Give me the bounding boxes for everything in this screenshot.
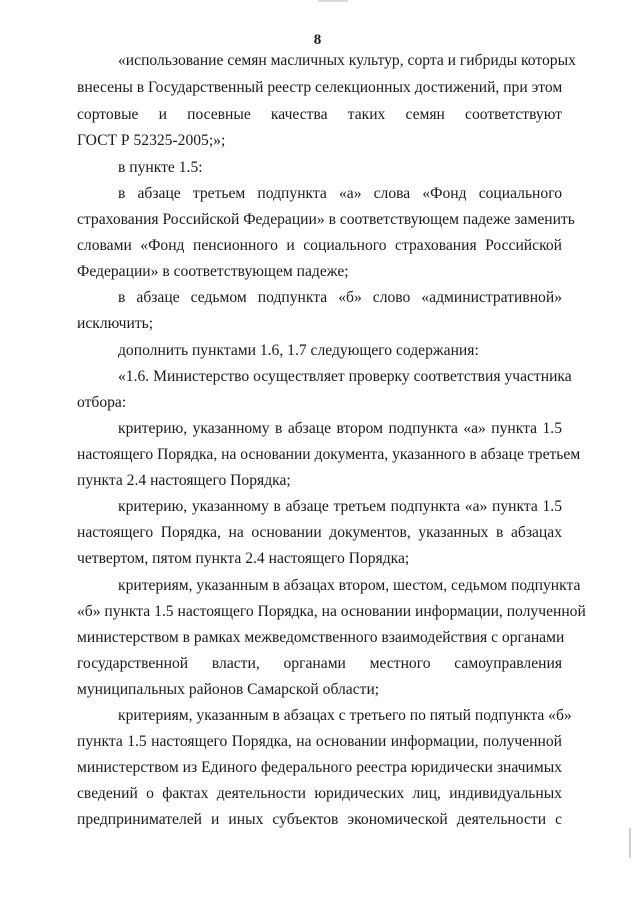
text-line: критерию, указанному в абзаце третьем подпункта «а» пункта 1.5 [118,498,562,515]
text-line: четвертом, пятом пункта 2.4 настоящего Порядка; [77,550,410,567]
text-line: пункта 1.5 настоящего Порядка, на основании информации, полученной [77,733,562,750]
text-line: ГОСТ Р 52325-2005;»; [77,132,226,149]
text-line: предпринимателей и иных субъектов экономической деятельности с [77,811,562,828]
text-line: критериям, указанным в абзацах с третьего по пятый подпункта «б» [118,707,572,724]
scan-artifact [318,0,348,2]
text-line: в абзаце седьмом подпункта «б» слово «административной» [118,289,562,306]
text-line: сортовые и посевные качества таких семян соответствуют [77,106,562,123]
text-line: Федерации» в соответствующем падеже; [77,263,349,280]
text-line: критериям, указанным в абзацах втором, шестом, седьмом подпункта [118,577,581,594]
text-line: в абзаце третьем подпункта «а» слова «Фонд социального [118,185,562,202]
text-line: страхования Российской Федерации» в соответствующем падеже заменить [77,211,575,228]
text-line: сведений о фактах деятельности юридических лиц, индивидуальных [77,785,562,802]
text-line: пункта 2.4 настоящего Порядка; [77,472,291,489]
text-line: критерию, указанному в абзаце втором подпункта «а» пункта 1.5 [118,420,562,437]
text-line: министерством из Единого федерального реестра юридически значимых [77,759,562,776]
text-line: в пункте 1.5: [118,159,203,176]
text-line: муниципальных районов Самарской области; [77,681,380,698]
text-line: внесены в Государственный реестр селекционных достижений, при этом [77,79,563,96]
text-line: «использование семян масличных культур, сорта и гибриды которых [118,52,576,69]
text-line: государственной власти, органами местного самоуправления [77,655,562,672]
text-line: «б» пункта 1.5 настоящего Порядка, на основании информации, полученной [77,603,586,620]
text-line: словами «Фонд пенсионного и социального страхования Российской [77,237,562,254]
scan-artifact [629,828,631,858]
text-line: исключить; [77,315,154,332]
text-line: министерством в рамках межведомственного взаимодействия с органами [77,629,565,646]
text-line: настоящего Порядка, на основании документа, указанного в абзаце третьем [77,446,581,463]
text-line: отбора: [77,394,127,411]
text-line: дополнить пунктами 1.6, 1.7 следующего содержания: [118,342,479,359]
page-number: 8 [313,32,322,48]
text-line: «1.6. Министерство осуществляет проверку соответствия участника [118,368,572,385]
text-line: настоящего Порядка, на основании документов, указанных в абзацах [77,524,562,541]
